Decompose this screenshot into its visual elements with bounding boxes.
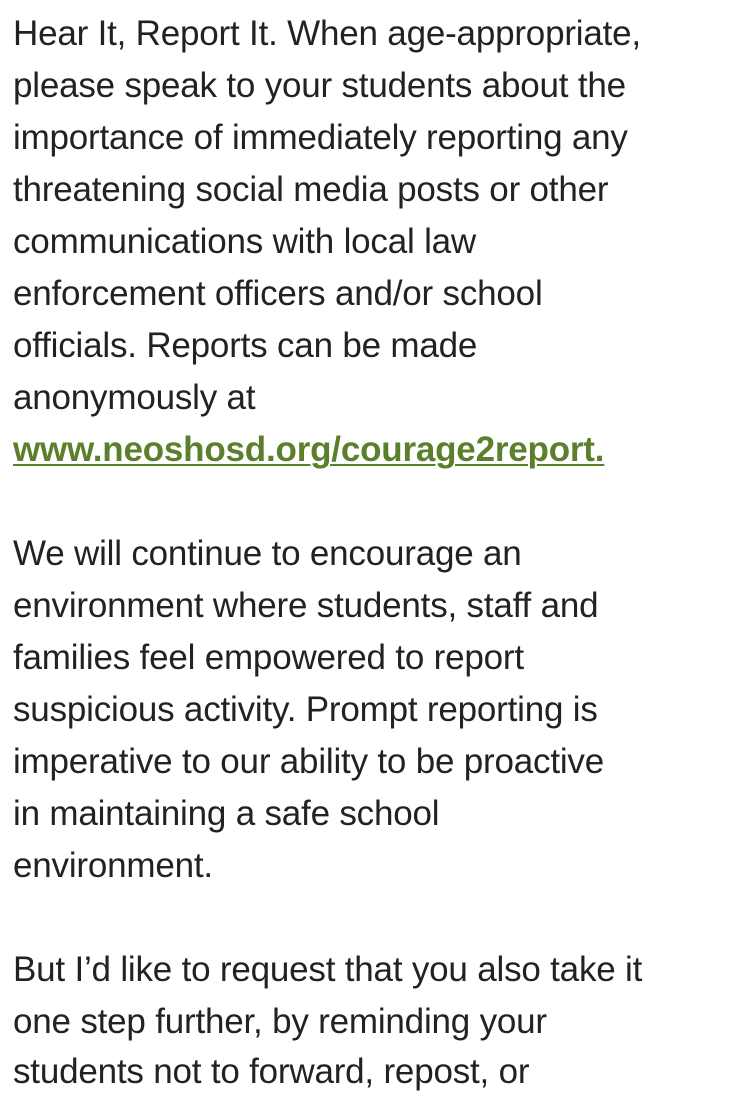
paragraph-3-line-1: But I’d like to request that you also take it	[13, 950, 643, 989]
paragraph-2-line-2: environment where students, staff and	[13, 586, 599, 625]
paragraph-2-line-5: imperative to our ability to be proactive	[13, 742, 604, 781]
paragraph-1-line-8: anonymously at	[13, 378, 256, 417]
courage2report-link[interactable]: www.neoshosd.org/courage2report.	[13, 430, 605, 469]
paragraph-1-line-1: Hear It, Report It. When age-appropriate,	[13, 14, 641, 53]
paragraph-1-line-6: enforcement officers and/or school	[13, 274, 543, 313]
paragraph-2-line-6: in maintaining a safe school	[13, 794, 440, 833]
paragraph-1-line-2: please speak to your students about the	[13, 66, 626, 105]
paragraph-2-line-7: environment.	[13, 846, 213, 885]
paragraph-1-line-5: communications with local law	[13, 222, 476, 261]
paragraph-3-line-3: students not to forward, repost, or	[13, 1052, 530, 1091]
paragraph-1-line-3: importance of immediately reporting any	[13, 118, 628, 157]
paragraph-2-line-4: suspicious activity. Prompt reporting is	[13, 690, 598, 729]
paragraph-2-line-1: We will continue to encourage an	[13, 534, 522, 573]
paragraph-3-line-2: one step further, by reminding your	[13, 1002, 547, 1041]
paragraph-1-line-4: threatening social media posts or other	[13, 170, 609, 209]
paragraph-2-line-3: families feel empowered to report	[13, 638, 524, 677]
report-link-line	[13, 424, 604, 476]
paragraph-1-line-7: officials. Reports can be made	[13, 326, 478, 365]
